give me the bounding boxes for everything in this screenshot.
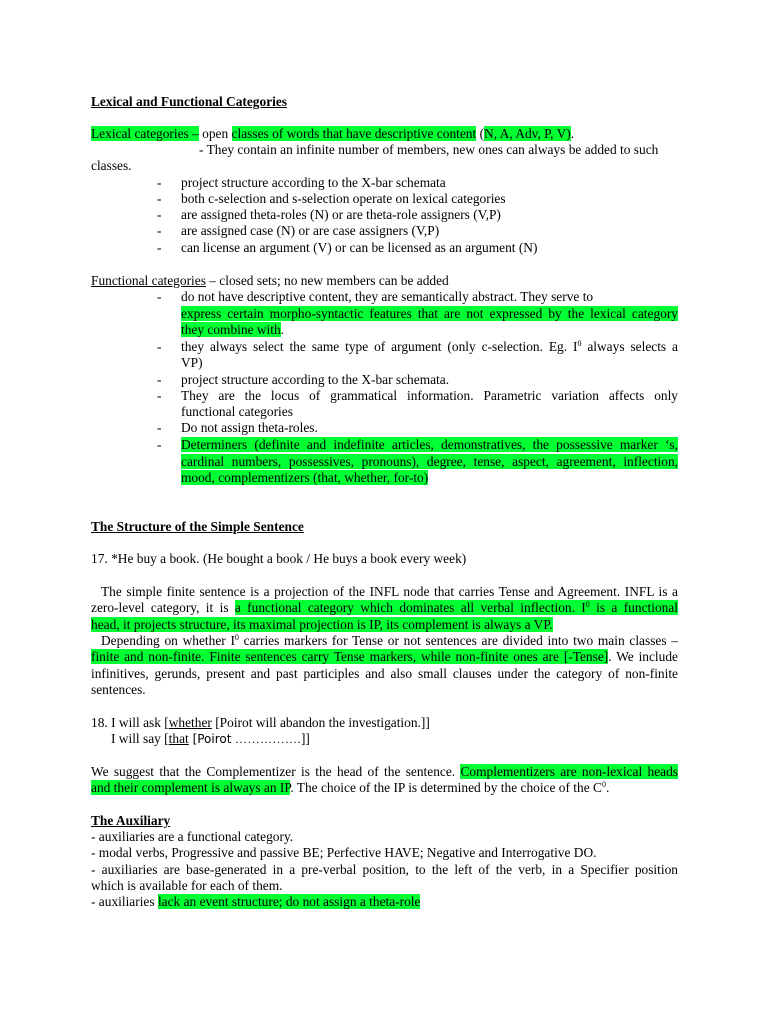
text-segment: - auxiliaries [91,894,158,909]
text-period: . [280,322,285,337]
text-segment: I will say [ [111,731,169,746]
text-segment: We suggest that the Complementizer is the head of the sentence. [91,764,461,779]
highlight-functional-head: head, it projects structure, its maximal projection is IP, its complement is always a VP. [91,617,553,632]
text-segment: 18. I will ask [ [91,715,169,730]
text-segment: is a functional [589,600,679,615]
list-item: project structure according to the X-bar schemata. [181,372,450,387]
text-segment: always selects a [581,339,678,354]
paragraph-line [101,633,678,649]
list-dash: - [157,437,162,452]
text-period: . [605,780,610,795]
auxiliary-point: - auxiliaries are a functional category. [91,829,294,844]
superscript-zero: 0 [601,780,606,789]
text-open: open [198,126,232,141]
highlight-determiners: Determiners (definite and indefinite articles, demonstratives, the possessive marker ‘s, [181,437,678,452]
auxiliary-point: - auxiliaries are base-generated in a pre-verbal position, to the left of the verb, in a Specifier position [91,862,678,877]
text-segment: a functional category which dominates all verbal inflection. I [234,600,586,615]
list-dash: - [157,175,162,190]
text-segment: Depending on whether I [101,633,235,648]
list-item-continuation [181,454,678,470]
list-item-continuation: VP) [181,355,203,370]
text-segment: ]] [300,731,310,746]
infinite-members-line: - They contain an infinite number of members, new ones can always be added to such [199,142,659,157]
text-period: . [570,126,575,141]
auxiliary-point [91,894,420,910]
infinite-members-continuation: classes. [91,158,132,173]
highlight-complementizers: Complementizers are non-lexical heads [460,764,678,779]
functional-categories-label: Functional categories [91,273,206,288]
heading-lexical-functional-categories: Lexical and Functional Categories [91,94,288,109]
list-item-continuation [181,306,678,322]
list-item: They are the locus of grammatical information. Parametric variation affects only [181,388,678,403]
list-dash: - [157,223,162,238]
list-dash: - [157,372,162,387]
example-18-a [91,715,430,731]
ellipsis-dots: ……………. [231,732,301,746]
list-item-continuation [181,322,284,338]
list-item [181,339,678,355]
highlight-parts-of-speech: N, A, Adv, P, V) [484,126,571,141]
highlight-functional-category [235,600,678,615]
list-item-continuation: functional categories [181,404,293,419]
lexical-categories-label: Lexical categories – [91,126,199,141]
text-segment: carries markers for Tense or not sentences are divided into two main classes – [238,633,678,648]
highlight-event-structure: lack an event structure; do not assign a theta-role [157,894,421,909]
list-dash: - [157,388,162,403]
heading-structure-simple-sentence: The Structure of the Simple Sentence [91,519,304,534]
paragraph-line: sentences. [91,682,146,697]
text-paren: ( [476,126,485,141]
list-item-continuation [181,470,428,486]
text-segment: [Poirot [188,732,232,746]
underlined-word: that [168,731,189,746]
list-dash: - [157,420,162,435]
highlight-morpho-syntactic: express certain morpho-syntactic features that are not expressed by the lexical category [181,306,678,321]
list-item: both c-selection and s-selection operate on lexical categories [181,191,506,206]
example-17: 17. *He buy a book. (He bought a book / He buys a book every week) [91,551,467,566]
paragraph-line [91,780,609,796]
heading-auxiliary: The Auxiliary [91,813,171,828]
paragraph-line: infinitives, gerunds, present and past participles and also small clauses under the category of non-finite [91,666,678,681]
list-dash: - [157,207,162,222]
text-segment: zero-level category, it is [91,600,235,615]
functional-categories-definition [91,273,449,289]
text-segment: they always select the same type of argument (only c-selection. Eg. I [181,339,578,354]
auxiliary-point: - modal verbs, Progressive and passive BE; Perfective HAVE; Negative and Interrogative DO. [91,845,597,860]
list-dash: - [157,191,162,206]
list-item: project structure according to the X-bar schemata [181,175,446,190]
functional-categories-rest: – closed sets; no new members can be added [205,273,449,288]
list-dash: - [157,240,162,255]
list-dash: - [157,339,162,354]
list-item: are assigned theta-roles (N) or are theta-role assigners (V,P) [181,207,501,222]
lexical-categories-definition [91,126,574,142]
list-item [181,437,678,453]
paragraph-line [91,649,678,665]
list-dash: - [157,289,162,304]
highlight-determiners: cardinal numbers, possessives, pronouns), degree, tense, aspect, agreement, inflection, [181,454,678,469]
highlight-determiners: mood, complementizers (that, whether, for-to) [181,470,429,485]
highlight-complement-ip: and their complement is always an IP [91,780,291,795]
paragraph-line [91,600,678,616]
paragraph-line: The simple finite sentence is a projection of the INFL node that carries Tense and Agreement. INFL is a [101,584,678,599]
auxiliary-point-continuation: which is available for each of them. [91,878,283,893]
highlight-finite-nonfinite: finite and non-finite. Finite sentences carry Tense markers, while non-finite ones are [-Tense] [91,649,609,664]
underlined-word: whether [168,715,212,730]
superscript-zero: 0 [577,339,582,348]
superscript-zero: 0 [585,600,590,609]
superscript-zero: 0 [234,633,239,642]
text-segment: [Poirot will abandon the investigation.]] [211,715,430,730]
paragraph-line [91,764,678,780]
text-segment: . We include [608,649,678,664]
example-18-b [111,731,310,747]
list-item: are assigned case (N) or are case assigners (V,P) [181,223,440,238]
highlight-combine-with: they combine with [181,322,281,337]
highlight-descriptive-content: classes of words that have descriptive content [231,126,477,141]
list-item: Do not assign theta-roles. [181,420,318,435]
text-segment: . The choice of the IP is determined by the choice of the C [290,780,602,795]
paragraph-line [91,617,553,633]
list-item: do not have descriptive content, they are semantically abstract. They serve to [181,289,594,304]
list-item: can license an argument (V) or can be licensed as an argument (N) [181,240,538,255]
